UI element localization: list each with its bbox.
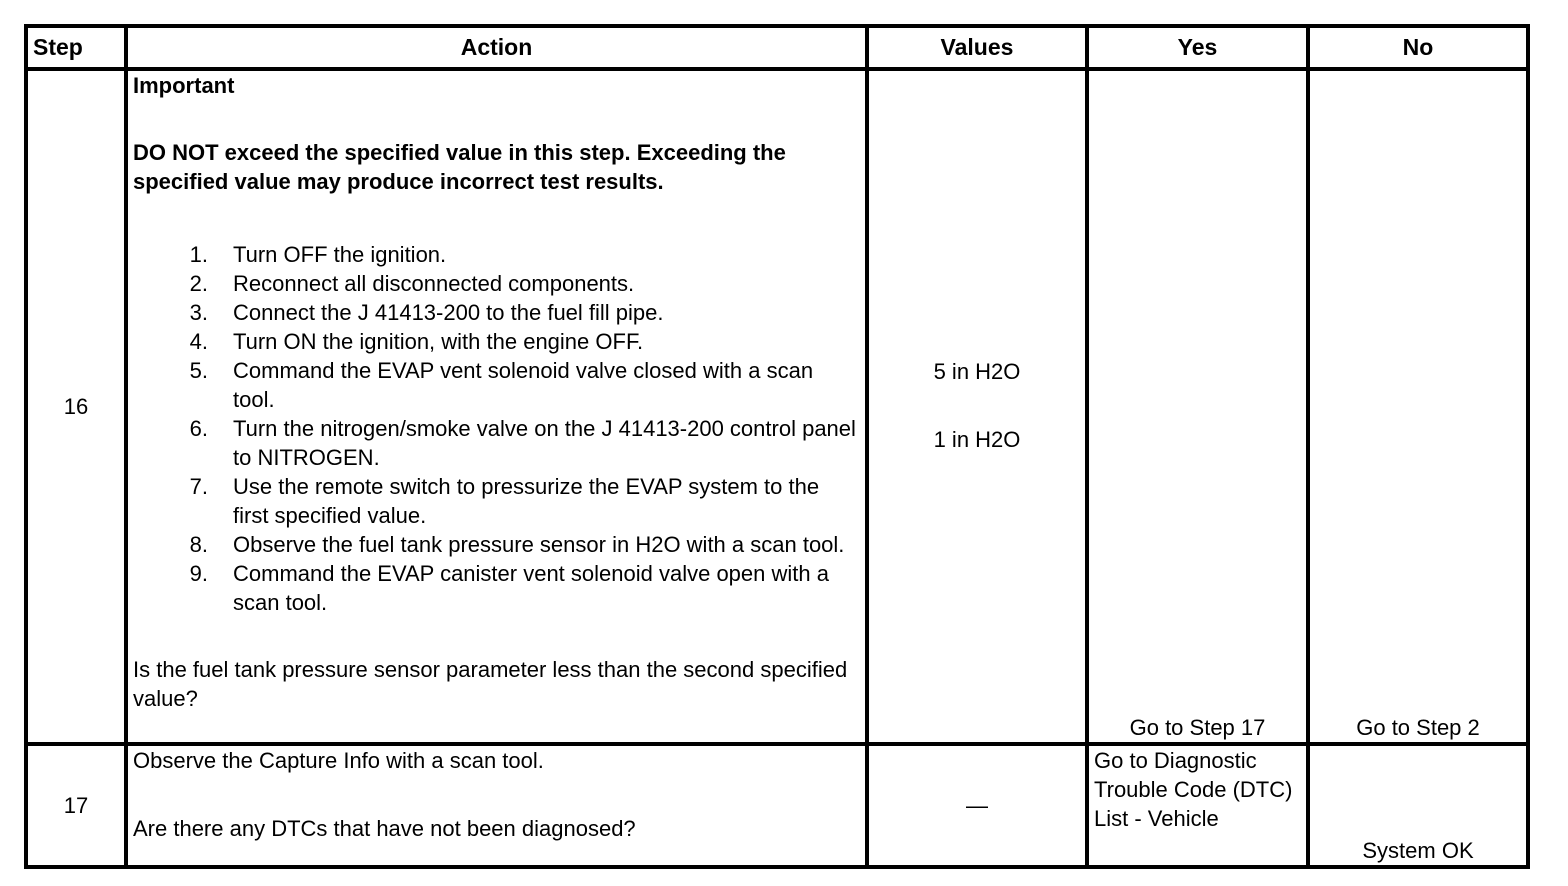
header-step: Step (26, 26, 126, 69)
procedure-step (133, 269, 860, 298)
step-text: Command the EVAP vent solenoid valve closed with a scan tool. (233, 358, 814, 412)
step-index: 8. (189, 532, 208, 557)
action-cell (126, 744, 867, 867)
procedure-step (133, 240, 860, 269)
table-row-step-16 (26, 69, 1528, 744)
step-index: 1. (189, 242, 208, 267)
yes-link-step-17[interactable]: Go to Step 17 (1087, 69, 1308, 744)
yes-link-dtc-list[interactable]: Go to Diagnostic Trouble Code (DTC) List - Vehicle (1087, 744, 1308, 867)
header-yes: Yes (1087, 26, 1308, 69)
first-specified-value: 5 in H2O (933, 359, 1021, 384)
important-label: Important (133, 73, 235, 98)
procedure-step (133, 298, 860, 327)
warning-text: DO NOT exceed the specified value in this step. Exceeding the specified value may produce incorrect test results. (133, 140, 786, 194)
step-text: Reconnect all disconnected components. (233, 271, 635, 296)
step-text: Observe the fuel tank pressure sensor in H2O with a scan tool. (233, 532, 845, 557)
no-system-ok: System OK (1308, 744, 1528, 867)
step-index: 7. (189, 474, 208, 499)
step-index: 5. (189, 358, 208, 383)
diagnostic-table (24, 24, 1530, 869)
table-row-step-17 (26, 744, 1528, 867)
second-specified-value: 1 in H2O (933, 427, 1021, 452)
step-text: Command the EVAP canister vent solenoid valve open with a scan tool. (233, 561, 829, 615)
step-text: Turn the nitrogen/smoke valve on the J 41413-200 control panel to NITROGEN. (233, 416, 856, 470)
header-no: No (1308, 26, 1528, 69)
procedure-step (133, 356, 860, 414)
no-link-step-2[interactable]: Go to Step 2 (1308, 69, 1528, 744)
step-number: 16 (26, 69, 126, 744)
question-text: Are there any DTCs that have not been diagnosed? (133, 816, 636, 841)
step-text: Connect the J 41413-200 to the fuel fill pipe. (233, 300, 664, 325)
step-index: 6. (189, 416, 208, 441)
step-text: Turn OFF the ignition. (233, 242, 447, 267)
procedure-step (133, 414, 860, 472)
action-instruction: Observe the Capture Info with a scan tool. (133, 748, 544, 773)
values-cell: — (867, 744, 1087, 867)
header-values: Values (867, 26, 1087, 69)
step-text: Turn ON the ignition, with the engine OFF. (233, 329, 644, 354)
step-index: 4. (189, 329, 208, 354)
procedure-step (133, 559, 860, 617)
header-action: Action (126, 26, 867, 69)
values-cell (867, 69, 1087, 744)
procedure-step (133, 530, 860, 559)
procedure-step (133, 472, 860, 530)
step-index: 3. (189, 300, 208, 325)
step-index: 9. (189, 561, 208, 586)
action-cell (126, 69, 867, 744)
procedure-list (133, 240, 860, 617)
step-text: Use the remote switch to pressurize the EVAP system to the first specified value. (233, 474, 820, 528)
step-index: 2. (189, 271, 208, 296)
question-text: Is the fuel tank pressure sensor parameter less than the second specified value? (133, 657, 848, 711)
procedure-step (133, 327, 860, 356)
step-number: 17 (26, 744, 126, 867)
header-row (26, 26, 1528, 69)
